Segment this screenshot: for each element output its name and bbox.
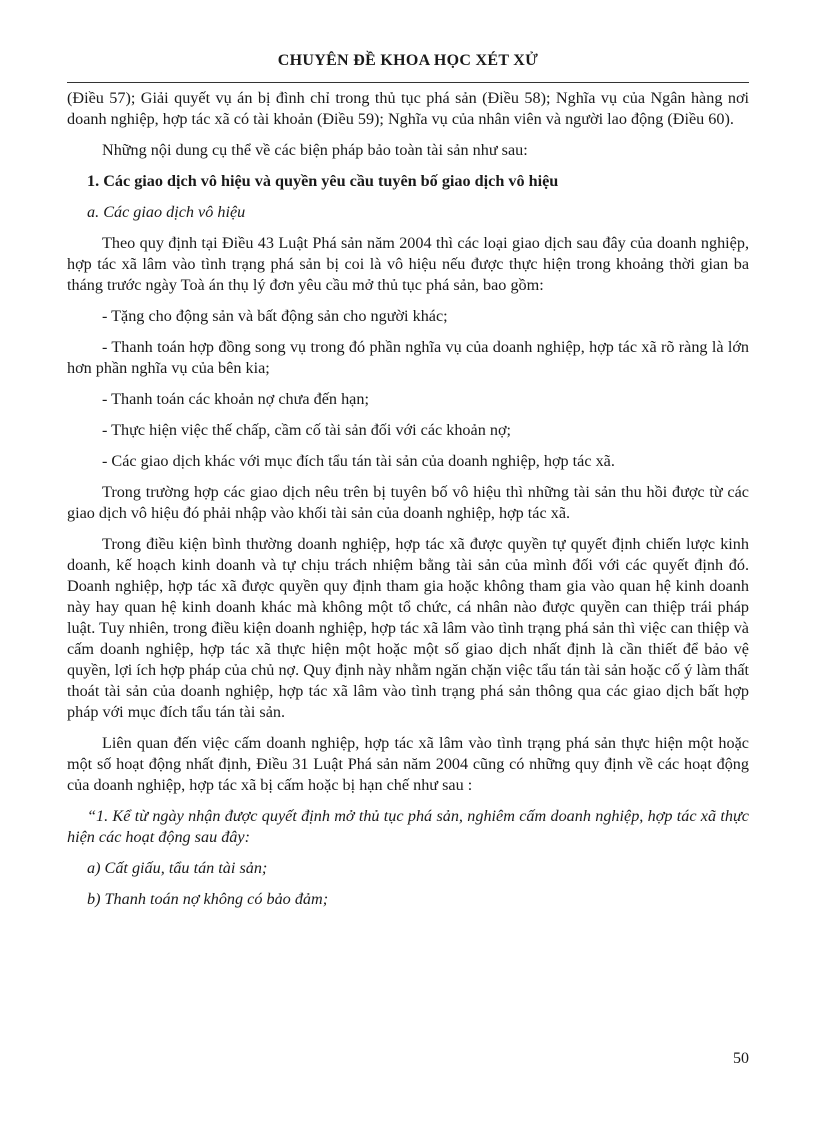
page-number: 50 bbox=[733, 1050, 749, 1067]
list-item: - Thanh toán các khoản nợ chưa đến hạn; bbox=[102, 390, 369, 408]
subsection-heading: a. Các giao dịch vô hiệu bbox=[87, 203, 246, 221]
paragraph-assets-recovered: Trong trường hợp các giao dịch nêu trên bị tuyên bố vô hiệu thì những tài sản thu hồi được từ các giao dịch vô hiệu đó phải nhập vào khối tài sản của doanh nghiệp, hợp tác xã. bbox=[67, 483, 749, 522]
section-heading: 1. Các giao dịch vô hiệu và quyền yêu cầu tuyên bố giao dịch vô hiệu bbox=[87, 172, 559, 190]
list-item: - Thanh toán hợp đồng song vụ trong đó phần nghĩa vụ của doanh nghiệp, hợp tác xã rõ ràng là lớn hơn phần nghĩa vụ của bên kia; bbox=[67, 338, 749, 377]
quoted-clause: “1. Kể từ ngày nhận được quyết định mở thủ tục phá sản, nghiêm cấm doanh nghiệp, hợp tác xã thực hiện các hoạt động sau đây: bbox=[67, 807, 749, 846]
quoted-item: b) Thanh toán nợ không có bảo đảm; bbox=[87, 890, 329, 908]
header-divider bbox=[67, 82, 749, 83]
list-item: - Thực hiện việc thế chấp, cầm cố tài sản đối với các khoản nợ; bbox=[102, 421, 512, 439]
list-item: - Các giao dịch khác với mục đích tẩu tán tài sản của doanh nghiệp, hợp tác xã. bbox=[102, 452, 615, 470]
paragraph-continuation: (Điều 57); Giải quyết vụ án bị đình chỉ trong thủ tục phá sản (Điều 58); Nghĩa vụ của Ngân hàng nơi doanh nghiệp, hợp tác xã có tài khoản (Điều 59); Nghĩa vụ của nhân viên và người lao động (Điều 60). bbox=[67, 89, 749, 128]
paragraph-article-43: Theo quy định tại Điều 43 Luật Phá sản năm 2004 thì các loại giao dịch sau đây của doanh nghiệp, hợp tác xã lâm vào tình trạng phá sản bị coi là vô hiệu nếu được thực hiện trong khoảng thời gian ba tháng trước ngày Toà án thụ lý đơn yêu cầu mở thủ tục phá sản, bao gồm: bbox=[67, 234, 749, 294]
list-item: - Tặng cho động sản và bất động sản cho người khác; bbox=[102, 307, 448, 325]
quoted-item: a) Cất giấu, tẩu tán tài sản; bbox=[87, 859, 268, 877]
paragraph-intro: Những nội dung cụ thể về các biện pháp bảo toàn tài sản như sau: bbox=[102, 141, 528, 159]
running-header: CHUYÊN ĐỀ KHOA HỌC XÉT XỬ bbox=[277, 52, 539, 69]
body-text bbox=[67, 88, 749, 920]
paragraph-normal-conditions: Trong điều kiện bình thường doanh nghiệp, hợp tác xã được quyền tự quyết định chiến lược kinh doanh, kế hoạch kinh doanh và tự chịu trách nhiệm bằng tài sản của mình đối với các quyết định đó. Doanh nghiệp, hợp tác xã được quyền quy định tham gia hoặc không tham gia vào quan hệ kinh doanh này hay quan hệ kinh doanh khác mà không một tổ chức, cá nhân nào được quyền can thiệp trái pháp luật. Tuy nhiên, trong điều kiện doanh nghiệp, hợp tác xã lâm vào tình trạng phá sản thì việc can thiệp và cấm doanh nghiệp, hợp tác xã thực hiện một hoặc một số giao dịch nhất định là cần thiết để bảo vệ quyền, lợi ích hợp pháp của chủ nợ. Quy định này nhằm ngăn chặn việc tẩu tán tài sản hoặc cố ý làm thất thoát tài sản của doanh nghiệp, hợp tác xã lâm vào tình trạng phá sản thông qua các giao dịch bất hợp pháp với mục đích tẩu tán tài sản. bbox=[67, 535, 749, 721]
paragraph-article-31: Liên quan đến việc cấm doanh nghiệp, hợp tác xã lâm vào tình trạng phá sản thực hiện một hoặc một số hoạt động nhất định, Điều 31 Luật Phá sản năm 2004 cũng có những quy định về các hoạt động của doanh nghiệp, hợp tác xã bị cấm hoặc bị hạn chế như sau : bbox=[67, 734, 749, 794]
